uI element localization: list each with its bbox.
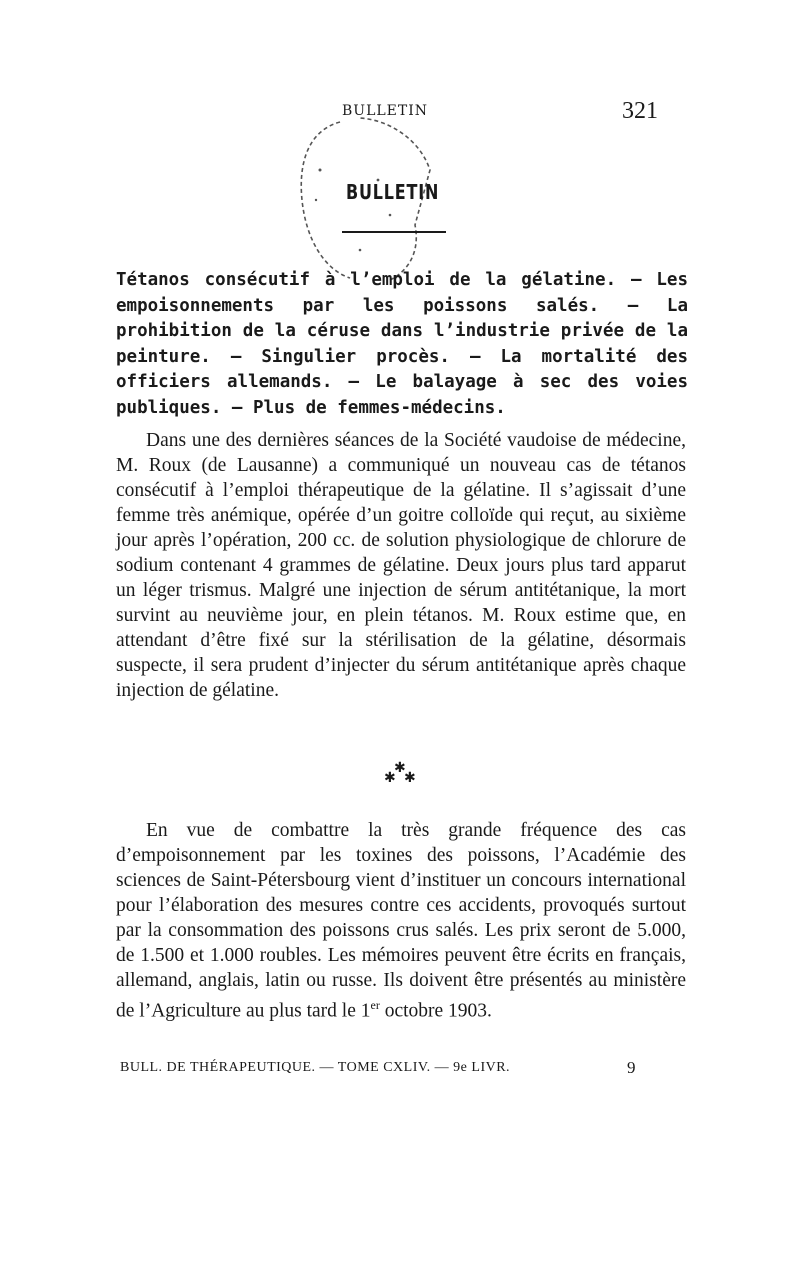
stamp-rule	[342, 231, 446, 233]
footer-title: BULL. DE THÉRAPEUTIQUE. — TOME CXLIV. — 9e LIVR.	[120, 1060, 511, 1075]
page-number: 321	[622, 98, 658, 124]
paragraph-2-text: En vue de combattre la très grande fréquence des cas d’empoisonnement par les toxines des poissons, l’Académie des sciences de Saint-Pétersbourg vient d’instituer un concours international pour l’élaboration des mesures contre ces accidents, provoqués surtout par la consommation des poissons crus salés. Les prix seront de 5.000, de 1.500 et 1.000 roubles. Les mémoires peuvent être écrits en français, allemand, anglais, latin ou russe. Ils doivent être présentés au ministère de l’Agriculture au plus tard le	[116, 820, 686, 1022]
article-summary: Tétanos consécutif à l’emploi de la gélatine. — Les empoisonnements par les poissons salés. — La prohibition de la céruse dans l’industrie privée de la peinture. — Singulier procès. — La mortalité des officiers allemands. — Le balayage à sec des voies publiques. — Plus de femmes-médecins.	[116, 270, 688, 418]
stamp-dot	[315, 199, 317, 201]
running-head: BULLETIN	[342, 103, 429, 119]
asterism-star: ✱	[394, 760, 406, 776]
paragraph-1: Dans une des dernières séances de la Société vaudoise de médecine, M. Roux (de Lausanne) a communiqué un nouveau cas de tétanos consécutif à l’emploi thérapeutique de la gélatine. Il s’agissait d’une femme très anémique, opérée d’un goitre colloïde qui reçut, au sixième jour après l’opération, 200 cc. de solution physiologique de chlorure de sodium contenant 4 grammes de gélatine. Deux jours plus tard apparut un léger trismus. Malgré une injection de sérum antitétanique, la mort survint au neuvième jour, en plein tétanos. M. Roux estime que, en attendant d’être fixé sur la stérilisation de la gélatine, désormais suspecte, il sera prudent d’injecter du sérum antitétanique après chaque injection de gélatine.	[116, 430, 686, 701]
stamp-dot	[319, 169, 322, 172]
asterism-star: ✱	[404, 770, 416, 786]
footer-signature: 9	[627, 1058, 636, 1077]
stamp-label: BULLETIN	[346, 180, 440, 204]
date-superscript: er	[370, 998, 380, 1012]
stamp-dot	[359, 249, 362, 252]
date-rest: octobre 1903.	[379, 1000, 492, 1022]
paragraph-2	[116, 818, 686, 1024]
asterism-separator	[378, 760, 422, 790]
stamp-dot	[389, 214, 392, 217]
asterism-star: ✱	[384, 770, 396, 786]
date-day: 1	[360, 1000, 371, 1022]
